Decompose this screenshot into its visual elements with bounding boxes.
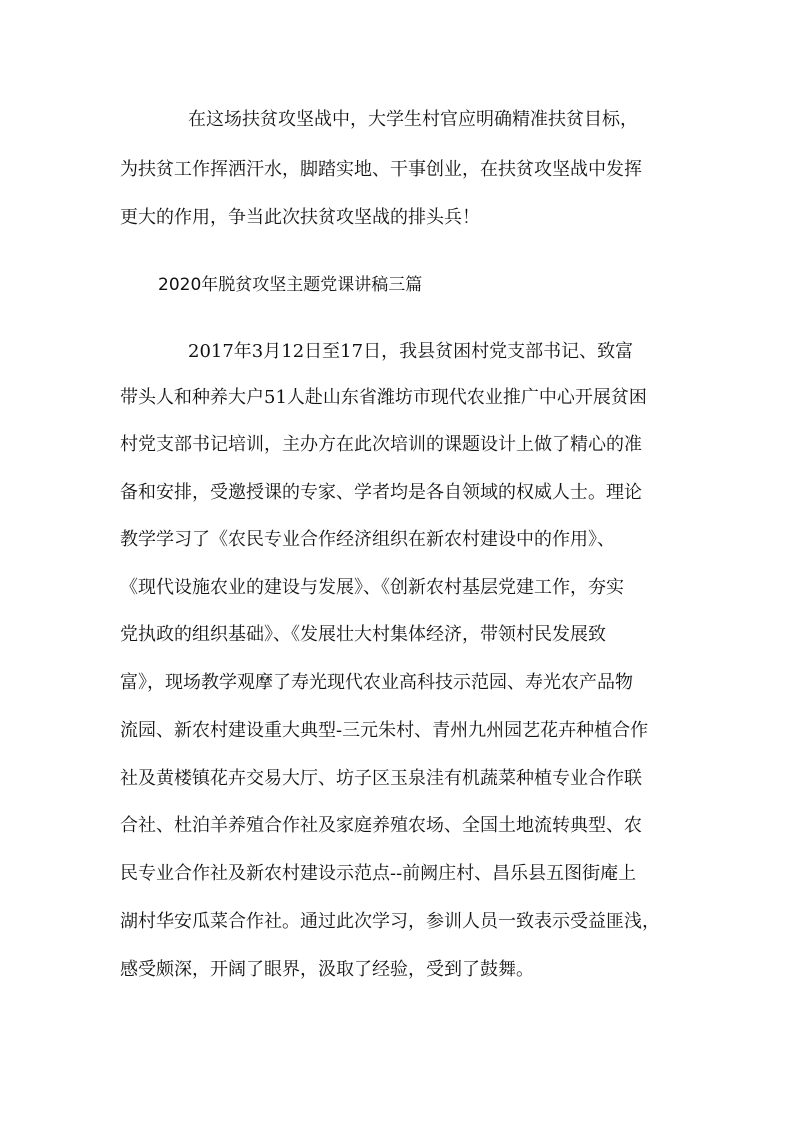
paragraph-2-line-12: 民专业合作社及新农村建设示范点--前阙庄村、昌乐县五图街庵上 (120, 863, 637, 884)
paragraph-2-line-2: 带头人和种养大户51人赴山东省潍坊市现代农业推广中心开展贫困 (120, 387, 647, 408)
section-title: 2020年脱贫攻坚主题党课讲稿三篇 (158, 275, 423, 295)
paragraph-2-line-9: 流园、新农村建设重大典型-三元朱村、青州九州园艺花卉种植合作 (120, 720, 649, 741)
paragraph-2-line-11: 合社、杜泊羊养殖合作社及家庭养殖农场、全国土地流转典型、农 (120, 815, 642, 836)
paragraph-1-line-3: 更大的作用，争当此次扶贫攻坚战的排头兵！ (120, 207, 480, 228)
paragraph-2-line-1: 2017年3月12日至17日，我县贫困村党支部书记、致富 (188, 341, 634, 362)
paragraph-2-line-8: 富》，现场教学观摩了寿光现代农业高科技示范园、寿光农产品物 (120, 672, 633, 693)
paragraph-2-line-7: 党执政的组织基础》、《发展壮大村集体经济，带领村民发展致 (120, 624, 606, 645)
paragraph-2-line-6: 《现代设施农业的建设与发展》、《创新农村基层党建工作，夯实 (120, 577, 624, 598)
paragraph-2-line-14: 感受颇深，开阔了眼界，汲取了经验，受到了鼓舞。 (120, 959, 534, 980)
paragraph-2-line-10: 社及黄楼镇花卉交易大厅、坊子区玉泉洼有机蔬菜种植专业合作联 (120, 768, 642, 789)
paragraph-1-line-1: 在这场扶贫攻坚战中，大学生村官应明确精准扶贫目标， (188, 109, 638, 130)
paragraph-1-line-2: 为扶贫工作挥洒汗水，脚踏实地、干事创业，在扶贫攻坚战中发挥 (120, 159, 642, 180)
paragraph-2-line-13: 湖村华安瓜菜合作社。通过此次学习，参训人员一致表示受益匪浅， (120, 911, 660, 932)
paragraph-2-line-4: 备和安排，受邀授课的专家、学者均是各自领域的权威人士。理论 (120, 482, 642, 503)
paragraph-2-line-3: 村党支部书记培训，主办方在此次培训的课题设计上做了精心的准 (120, 434, 642, 455)
paragraph-2-line-5: 教学学习了《农民专业合作经济组织在新农村建设中的作用》、 (120, 529, 615, 550)
